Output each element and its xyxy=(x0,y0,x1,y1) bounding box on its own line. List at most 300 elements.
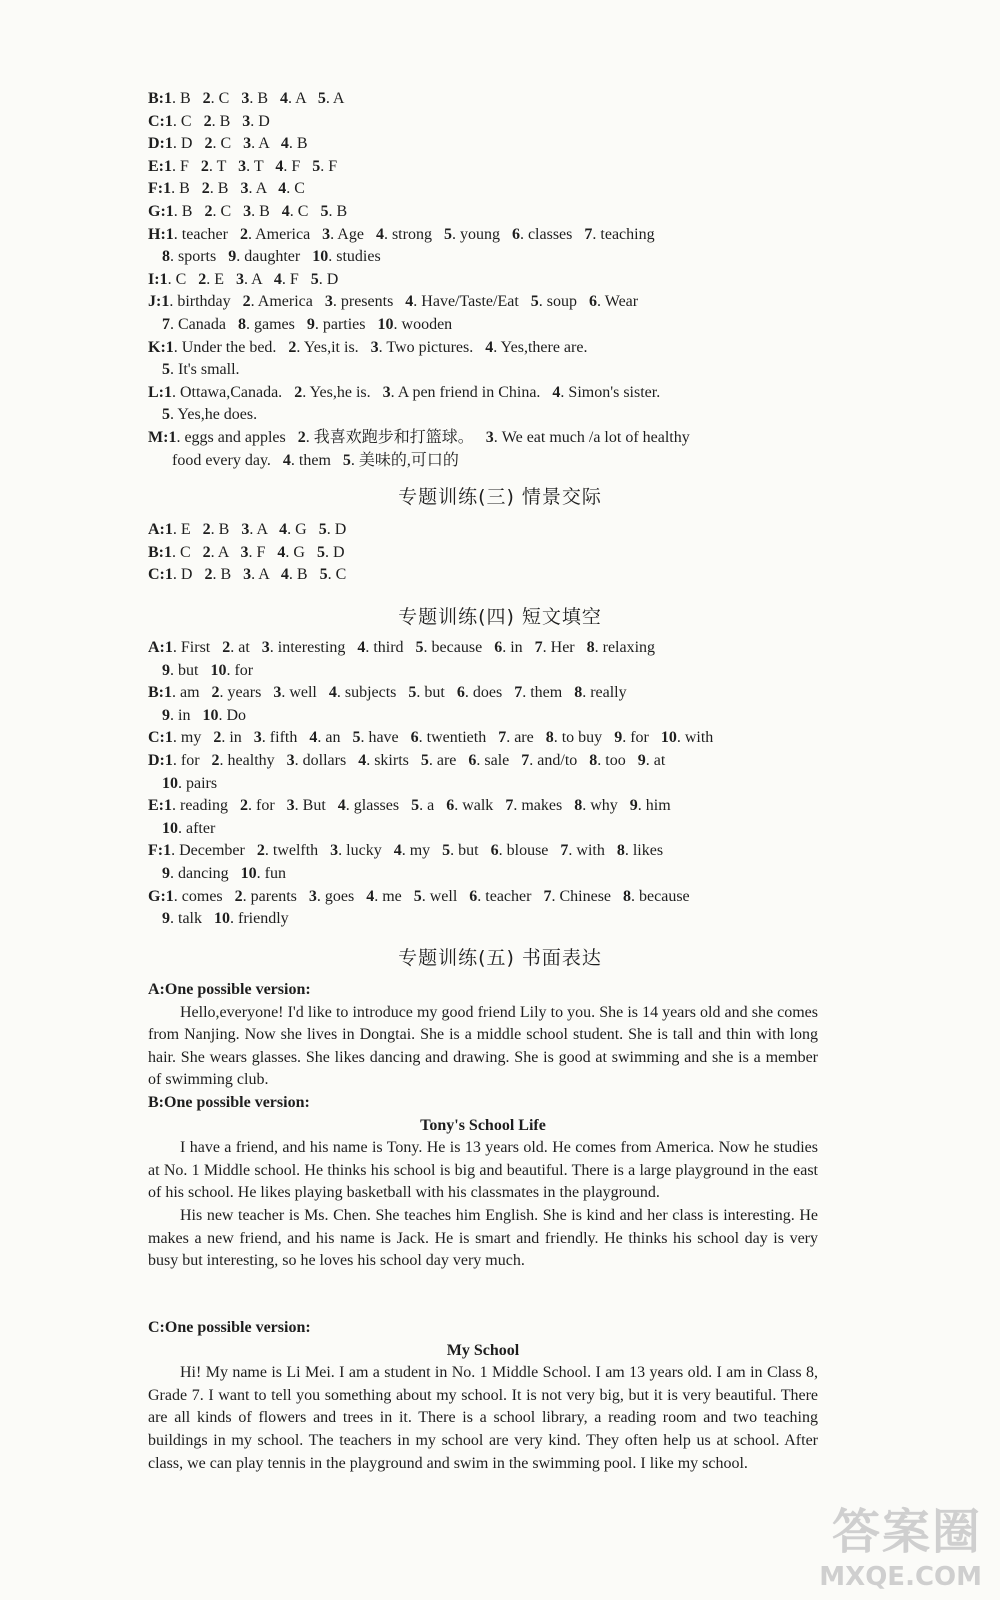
answer-block-section-4 xyxy=(148,637,838,931)
answer-number: 3 xyxy=(243,202,252,220)
answer-number: 6 xyxy=(511,225,520,243)
answer-text: . in xyxy=(502,639,535,656)
answer-text: . for xyxy=(172,751,212,769)
answer-number: 4 xyxy=(282,451,291,469)
answer-line xyxy=(148,291,838,314)
answer-line xyxy=(148,450,838,473)
answer-number: 3 xyxy=(243,566,252,584)
answer-text: . D xyxy=(318,270,339,288)
answer-text: . Simon's sister. xyxy=(560,383,661,401)
answer-number: 2 xyxy=(211,684,220,702)
answer-line xyxy=(148,795,838,818)
answer-line xyxy=(148,133,838,156)
answer-number: 1 xyxy=(164,135,173,153)
answer-text: . why xyxy=(582,797,630,815)
answer-text: . well xyxy=(281,684,329,702)
answer-text: . A xyxy=(288,90,318,107)
answer-number: 4 xyxy=(280,135,289,153)
answer-text: . B xyxy=(172,90,203,107)
answer-text: . am xyxy=(172,684,212,702)
answer-line xyxy=(148,359,838,382)
answer-number: 5 xyxy=(162,406,170,424)
answer-number: 1 xyxy=(164,90,172,107)
answer-text: . friendly xyxy=(230,910,289,928)
answer-text: . First xyxy=(172,639,223,656)
answer-text: . Yes,there are. xyxy=(493,338,588,356)
answer-text: . parties xyxy=(314,315,378,333)
answer-text: . birthday xyxy=(169,293,243,311)
answer-text: . Wear xyxy=(597,293,639,311)
answer-number: 2 xyxy=(242,293,251,311)
answer-line xyxy=(148,269,838,292)
answer-number: 4 xyxy=(309,729,318,747)
answer-text: . America xyxy=(247,225,323,243)
answer-line xyxy=(148,224,838,247)
answer-text: . at xyxy=(230,639,262,656)
answer-group-label: B: xyxy=(148,684,164,702)
essay-b-title: Tony's School Life xyxy=(420,1116,546,1134)
answer-number: 5 xyxy=(415,639,424,656)
answer-text: . C xyxy=(212,135,244,153)
answer-number: 5 xyxy=(352,729,361,747)
answer-number: 3 xyxy=(261,639,270,656)
answer-group-label: D: xyxy=(148,135,165,153)
answer-group-label: D: xyxy=(148,751,165,769)
answer-line xyxy=(148,427,838,450)
answer-number: 3 xyxy=(241,521,250,538)
answer-number: 7 xyxy=(543,887,552,905)
answer-number: 6 xyxy=(410,729,419,747)
answer-number: 2 xyxy=(294,383,303,401)
answer-number: 1 xyxy=(164,112,173,130)
essay-paragraph: His new teacher is Ms. Chen. She teaches him English. She is kind and her class is interesting. He makes a new friend, and his name is Jack. He is smart and friendly. He thinks his school day is very busy but interesting, so he loves his school day very much. xyxy=(148,1206,818,1270)
answer-number: 1 xyxy=(165,202,174,220)
answer-number: 2 xyxy=(203,112,212,130)
answer-text: . A xyxy=(210,543,241,561)
answer-number: 4 xyxy=(405,293,414,311)
answer-group-label: L: xyxy=(148,383,164,401)
answer-text: . fun xyxy=(256,864,286,882)
answer-text: . makes xyxy=(513,797,575,815)
answer-number: 2 xyxy=(213,729,222,747)
answer-text: . A pen friend in China. xyxy=(390,383,553,401)
answer-number: 5 xyxy=(411,797,420,815)
answer-number: 5 xyxy=(318,521,327,538)
answer-text: . C xyxy=(212,202,244,220)
answer-text: . D xyxy=(172,135,205,153)
answer-text: . reading xyxy=(172,797,240,815)
answer-number: 3 xyxy=(322,225,331,243)
answer-number: 7 xyxy=(560,842,569,860)
answer-number: 6 xyxy=(446,797,455,815)
answer-line xyxy=(148,246,838,269)
answer-text: . me xyxy=(374,887,414,905)
answer-text: . Do xyxy=(218,706,247,724)
answer-text: . in xyxy=(221,729,254,747)
answer-text: . studies xyxy=(328,248,381,266)
answer-text: . wooden xyxy=(393,315,453,333)
answer-number: 1 xyxy=(159,270,168,288)
answer-number: 2 xyxy=(202,543,211,561)
answer-line xyxy=(148,660,838,683)
answer-group-label: E: xyxy=(148,797,164,815)
answer-number: 3 xyxy=(324,293,333,311)
answer-text: . B xyxy=(249,90,281,107)
answer-text: . presents xyxy=(332,293,406,311)
answer-text: . B xyxy=(288,566,320,584)
answer-text: . too xyxy=(597,751,638,769)
essay-paragraph: I have a friend, and his name is Tony. He is 13 years old. He comes from America. Now he studies at No. 1 Middle school. He thinks his school is big and beautiful. There is a large playground in the east of his school. He likes playing basketball with his classmates in the playground. xyxy=(148,1139,818,1202)
answer-number: 1 xyxy=(164,157,172,175)
answer-number: 6 xyxy=(490,842,499,860)
answer-number: 5 xyxy=(317,90,326,107)
answer-line xyxy=(148,201,838,224)
answer-block-top xyxy=(148,88,838,472)
answer-text: . D xyxy=(326,521,347,538)
answer-text: . an xyxy=(317,729,353,747)
answer-number: 2 xyxy=(239,225,248,243)
answer-number: 6 xyxy=(456,684,465,702)
answer-text: . A xyxy=(325,90,345,107)
answer-number: 3 xyxy=(273,684,282,702)
answer-text: . twentieth xyxy=(418,729,499,747)
answer-number: 2 xyxy=(211,751,220,769)
answer-text: . talk xyxy=(170,910,214,928)
answer-number: 9 xyxy=(162,661,170,679)
essay-c-title: My School xyxy=(446,1341,520,1359)
answer-text: . relaxing xyxy=(594,639,656,656)
answer-number: 2 xyxy=(198,270,207,288)
answer-text: . my xyxy=(172,729,214,747)
answer-line xyxy=(148,337,838,360)
answer-text: . after xyxy=(178,819,216,837)
answer-number: 8 xyxy=(162,248,170,266)
answer-number: 8 xyxy=(237,315,246,333)
answer-text: . to buy xyxy=(553,729,615,747)
answer-line xyxy=(148,404,838,427)
answer-text: . my xyxy=(401,842,443,860)
answer-number: 3 xyxy=(236,270,245,288)
answer-group-label: E: xyxy=(148,157,164,175)
answer-number: 2 xyxy=(234,887,243,905)
answer-number: 8 xyxy=(586,639,595,656)
answer-text: . but xyxy=(416,684,457,702)
answer-line xyxy=(148,705,838,728)
answer-text: . sale xyxy=(476,751,522,769)
answer-number: 8 xyxy=(574,684,583,702)
watermark-logo xyxy=(819,1493,982,1592)
answer-number: 9 xyxy=(614,729,623,747)
answer-text: . C xyxy=(286,180,305,198)
section-4-heading: 专题训练(四) 短文填空 xyxy=(398,606,602,628)
answer-line xyxy=(148,88,838,111)
answer-number: 1 xyxy=(164,543,172,561)
answer-text: . teaching xyxy=(592,225,655,243)
answer-number: 3 xyxy=(382,383,391,401)
answer-number: 3 xyxy=(238,157,247,175)
answer-text: . dancing xyxy=(170,864,241,882)
answer-number: 4 xyxy=(328,684,337,702)
answer-text: . C xyxy=(327,566,347,584)
essay-b xyxy=(148,1092,818,1273)
answer-line xyxy=(148,519,838,542)
answer-text: . because xyxy=(631,887,690,905)
answer-text: . A xyxy=(248,180,279,198)
answer-number: 5 xyxy=(420,751,429,769)
answer-text: . America xyxy=(250,293,325,311)
answer-text: . sports xyxy=(170,248,229,266)
answer-number: 5 xyxy=(319,566,328,584)
answer-number: 9 xyxy=(306,315,315,333)
answer-text: . well xyxy=(421,887,470,905)
answer-text: . glasses xyxy=(345,797,412,815)
answer-number: 4 xyxy=(277,543,286,561)
answer-text: . in xyxy=(170,706,203,724)
answer-line xyxy=(148,542,838,565)
answer-number: 3 xyxy=(330,842,339,860)
answer-number: 7 xyxy=(521,751,530,769)
answer-line xyxy=(148,682,838,705)
answer-number: 5 xyxy=(310,270,319,288)
answer-text: . them xyxy=(290,451,343,469)
answer-text: . F xyxy=(248,543,278,561)
answer-text: . dollars xyxy=(294,751,359,769)
answer-line xyxy=(148,111,838,134)
answer-number: 2 xyxy=(204,566,213,584)
answer-block-section-3 xyxy=(148,519,838,587)
answer-group-label: F: xyxy=(148,842,164,860)
answer-number: 3 xyxy=(241,90,250,107)
answer-number: 2 xyxy=(256,842,265,860)
answer-number: 10 xyxy=(377,315,394,333)
answer-text: . twelfth xyxy=(264,842,331,860)
answer-number: 4 xyxy=(280,566,289,584)
answer-text: . Chinese xyxy=(551,887,624,905)
answer-text: . but xyxy=(450,842,491,860)
answer-text: . B xyxy=(211,112,243,130)
answer-number: 4 xyxy=(552,383,561,401)
answer-number: 5 xyxy=(442,842,451,860)
answer-line xyxy=(148,840,838,863)
answer-number: 3 xyxy=(240,180,249,198)
essay-b-label: B:One possible version: xyxy=(148,1094,310,1111)
answer-number: 2 xyxy=(202,90,211,107)
answer-number: 7 xyxy=(498,729,507,747)
answer-text: . subjects xyxy=(336,684,409,702)
answer-number: 1 xyxy=(161,293,170,311)
answer-group-label: J: xyxy=(148,293,162,311)
answer-group-label: B: xyxy=(148,90,164,107)
answer-number: 4 xyxy=(358,751,367,769)
answer-text: . B xyxy=(173,202,205,220)
watermark-brand: 答案圈 xyxy=(831,1504,982,1560)
answer-text: . D xyxy=(172,566,205,584)
answer-number: 5 xyxy=(443,225,452,243)
answer-text: . but xyxy=(170,661,211,679)
answer-number: 1 xyxy=(164,383,172,401)
answer-text: . F xyxy=(320,157,338,175)
answer-text: . for xyxy=(622,729,661,747)
answer-text: . C xyxy=(289,202,321,220)
answer-number: 1 xyxy=(164,684,172,702)
answer-number: 7 xyxy=(162,315,170,333)
answer-text: . interesting xyxy=(269,639,358,656)
answer-number: 4 xyxy=(357,639,366,656)
answer-text: . because xyxy=(423,639,495,656)
answer-text: . have xyxy=(360,729,411,747)
answer-number: 1 xyxy=(164,751,173,769)
answer-text: . A xyxy=(251,566,281,584)
answer-text: . F xyxy=(281,270,311,288)
answer-text: . C xyxy=(167,270,199,288)
answer-number: 9 xyxy=(162,706,170,724)
answer-text: . blouse xyxy=(498,842,561,860)
answer-line xyxy=(148,314,838,337)
essay-paragraph: Hello,everyone! I'd like to introduce my good friend Lily to you. She is 14 years old and she comes from Nanjing. Now she lives in Dongtai. She is a middle school student. She is tall and thin with long hair. She wears glasses. She likes dancing and drawing. She is good at swimming and she is a member of swimming club. xyxy=(148,1003,818,1089)
answer-number: 9 xyxy=(637,751,646,769)
answer-text: . A xyxy=(249,521,280,538)
answer-number: 1 xyxy=(164,797,172,815)
answer-number: 5 xyxy=(162,361,170,379)
answer-text: . A xyxy=(244,270,274,288)
answer-text: . E xyxy=(172,521,203,538)
answer-group-label: H: xyxy=(148,225,166,243)
answer-number: 4 xyxy=(485,338,494,356)
answer-number: 5 xyxy=(413,887,422,905)
answer-number: 4 xyxy=(337,797,346,815)
answer-number: 9 xyxy=(629,797,638,815)
answer-line xyxy=(148,727,838,750)
answer-text: . But xyxy=(294,797,338,815)
section-5-heading: 专题训练(五) 书面表达 xyxy=(398,947,602,969)
essay-paragraph: Hi! My name is Li Mei. I am a student in No. 1 Middle School. I am 13 years old. I am in Class 8, Grade 7. I want to tell you something about my school. It is not very big, but it is very beautiful. There are all kinds of flowers and trees in it. There is a school library, a reading room and two teaching buildings in my school. The teachers in my school are very kind. They often help us at school. After class, we can play tennis in the playground and swim in the swimming pool. I like my school. xyxy=(148,1364,818,1472)
answer-text: . Yes,he is. xyxy=(302,383,383,401)
answer-text: . T xyxy=(208,157,239,175)
essay-a-label: A:One possible version: xyxy=(148,981,311,998)
answer-text: . Yes,he does. xyxy=(170,406,258,424)
answer-text: . C xyxy=(210,90,242,107)
answer-group-label: K: xyxy=(148,338,166,356)
answer-text: . C xyxy=(172,543,203,561)
answer-number: 1 xyxy=(163,842,172,860)
answer-text: . B xyxy=(210,521,242,538)
answer-group-label: F: xyxy=(148,180,164,198)
answer-text: . B xyxy=(212,566,244,584)
answer-text: . comes xyxy=(173,887,235,905)
answer-text: . Ottawa,Canada. xyxy=(172,383,295,401)
answer-number: 3 xyxy=(286,797,295,815)
answer-text: . It's small. xyxy=(170,361,240,379)
answer-group-label: C: xyxy=(148,729,165,747)
answer-text: . fifth xyxy=(261,729,310,747)
answer-number: 10 xyxy=(312,248,329,266)
essay-a xyxy=(148,979,818,1092)
answer-number: 5 xyxy=(316,543,325,561)
answer-number: 2 xyxy=(222,639,231,656)
answer-text: . strong xyxy=(383,225,444,243)
essay-c xyxy=(148,1317,818,1475)
answer-text: . B xyxy=(328,202,348,220)
answer-text: food every day. xyxy=(172,451,283,469)
answer-text: . young xyxy=(451,225,512,243)
answer-number: 1 xyxy=(164,729,173,747)
answer-number: 6 xyxy=(589,293,598,311)
answer-number: 2 xyxy=(201,180,210,198)
answer-text: . Two pictures. xyxy=(378,338,486,356)
answer-number: 4 xyxy=(275,157,284,175)
answer-number: 10 xyxy=(660,729,677,747)
answer-group-label: A: xyxy=(148,521,165,538)
answer-number: 3 xyxy=(253,729,262,747)
answer-number: 10 xyxy=(240,864,257,882)
answer-text: . games xyxy=(245,315,307,333)
answer-number: 1 xyxy=(164,521,173,538)
answer-text: . F xyxy=(172,157,201,175)
answer-text: . skirts xyxy=(366,751,421,769)
answer-number: 3 xyxy=(308,887,317,905)
answer-text: . parents xyxy=(242,887,309,905)
answer-text: . A xyxy=(251,135,281,153)
answer-line xyxy=(148,178,838,201)
answer-text: . him xyxy=(637,797,671,815)
answer-number: 7 xyxy=(534,639,543,656)
section-3-heading: 专题训练(三) 情景交际 xyxy=(398,486,602,508)
answer-text: . walk xyxy=(454,797,506,815)
answer-number: 6 xyxy=(468,751,477,769)
answer-text: . D xyxy=(250,112,270,130)
answer-text: . D xyxy=(324,543,345,561)
watermark-site: MXQE.COM xyxy=(819,1562,982,1592)
answer-text: . eggs and apples xyxy=(176,428,298,446)
answer-text: . lucky xyxy=(338,842,394,860)
answer-text: . pairs xyxy=(178,774,218,792)
answer-text: . Canada xyxy=(170,315,238,333)
answer-number: 6 xyxy=(469,887,478,905)
answer-text: . B xyxy=(288,135,308,153)
answer-number: 5 xyxy=(342,451,351,469)
answer-line xyxy=(148,818,838,841)
answer-number: 5 xyxy=(530,293,539,311)
answer-number: 9 xyxy=(162,910,170,928)
answer-number: 9 xyxy=(162,864,170,882)
answer-number: 3 xyxy=(240,543,249,561)
answer-number: 2 xyxy=(297,428,306,446)
answer-number: 3 xyxy=(485,428,494,446)
answer-line xyxy=(148,863,838,886)
answer-text: . B xyxy=(251,202,282,220)
answer-line xyxy=(148,773,838,796)
answer-group-label: A: xyxy=(148,639,165,656)
answer-number: 8 xyxy=(623,887,632,905)
answer-group-label: B: xyxy=(148,543,164,561)
answer-number: 8 xyxy=(545,729,554,747)
answer-number: 2 xyxy=(200,157,209,175)
answer-text: . are xyxy=(506,729,546,747)
answer-number: 1 xyxy=(164,639,173,656)
answer-text: . with xyxy=(568,842,617,860)
answer-line xyxy=(148,637,838,660)
answer-text: . daughter xyxy=(236,248,313,266)
answer-text: . teacher xyxy=(477,887,544,905)
answer-number: 3 xyxy=(370,338,379,356)
answer-text: . classes xyxy=(519,225,585,243)
answer-number: 4 xyxy=(393,842,402,860)
answer-number: 5 xyxy=(320,202,329,220)
answer-number: 4 xyxy=(280,90,289,107)
answer-number: 7 xyxy=(505,797,514,815)
answer-text: . December xyxy=(171,842,257,860)
answer-text: . them xyxy=(522,684,575,702)
